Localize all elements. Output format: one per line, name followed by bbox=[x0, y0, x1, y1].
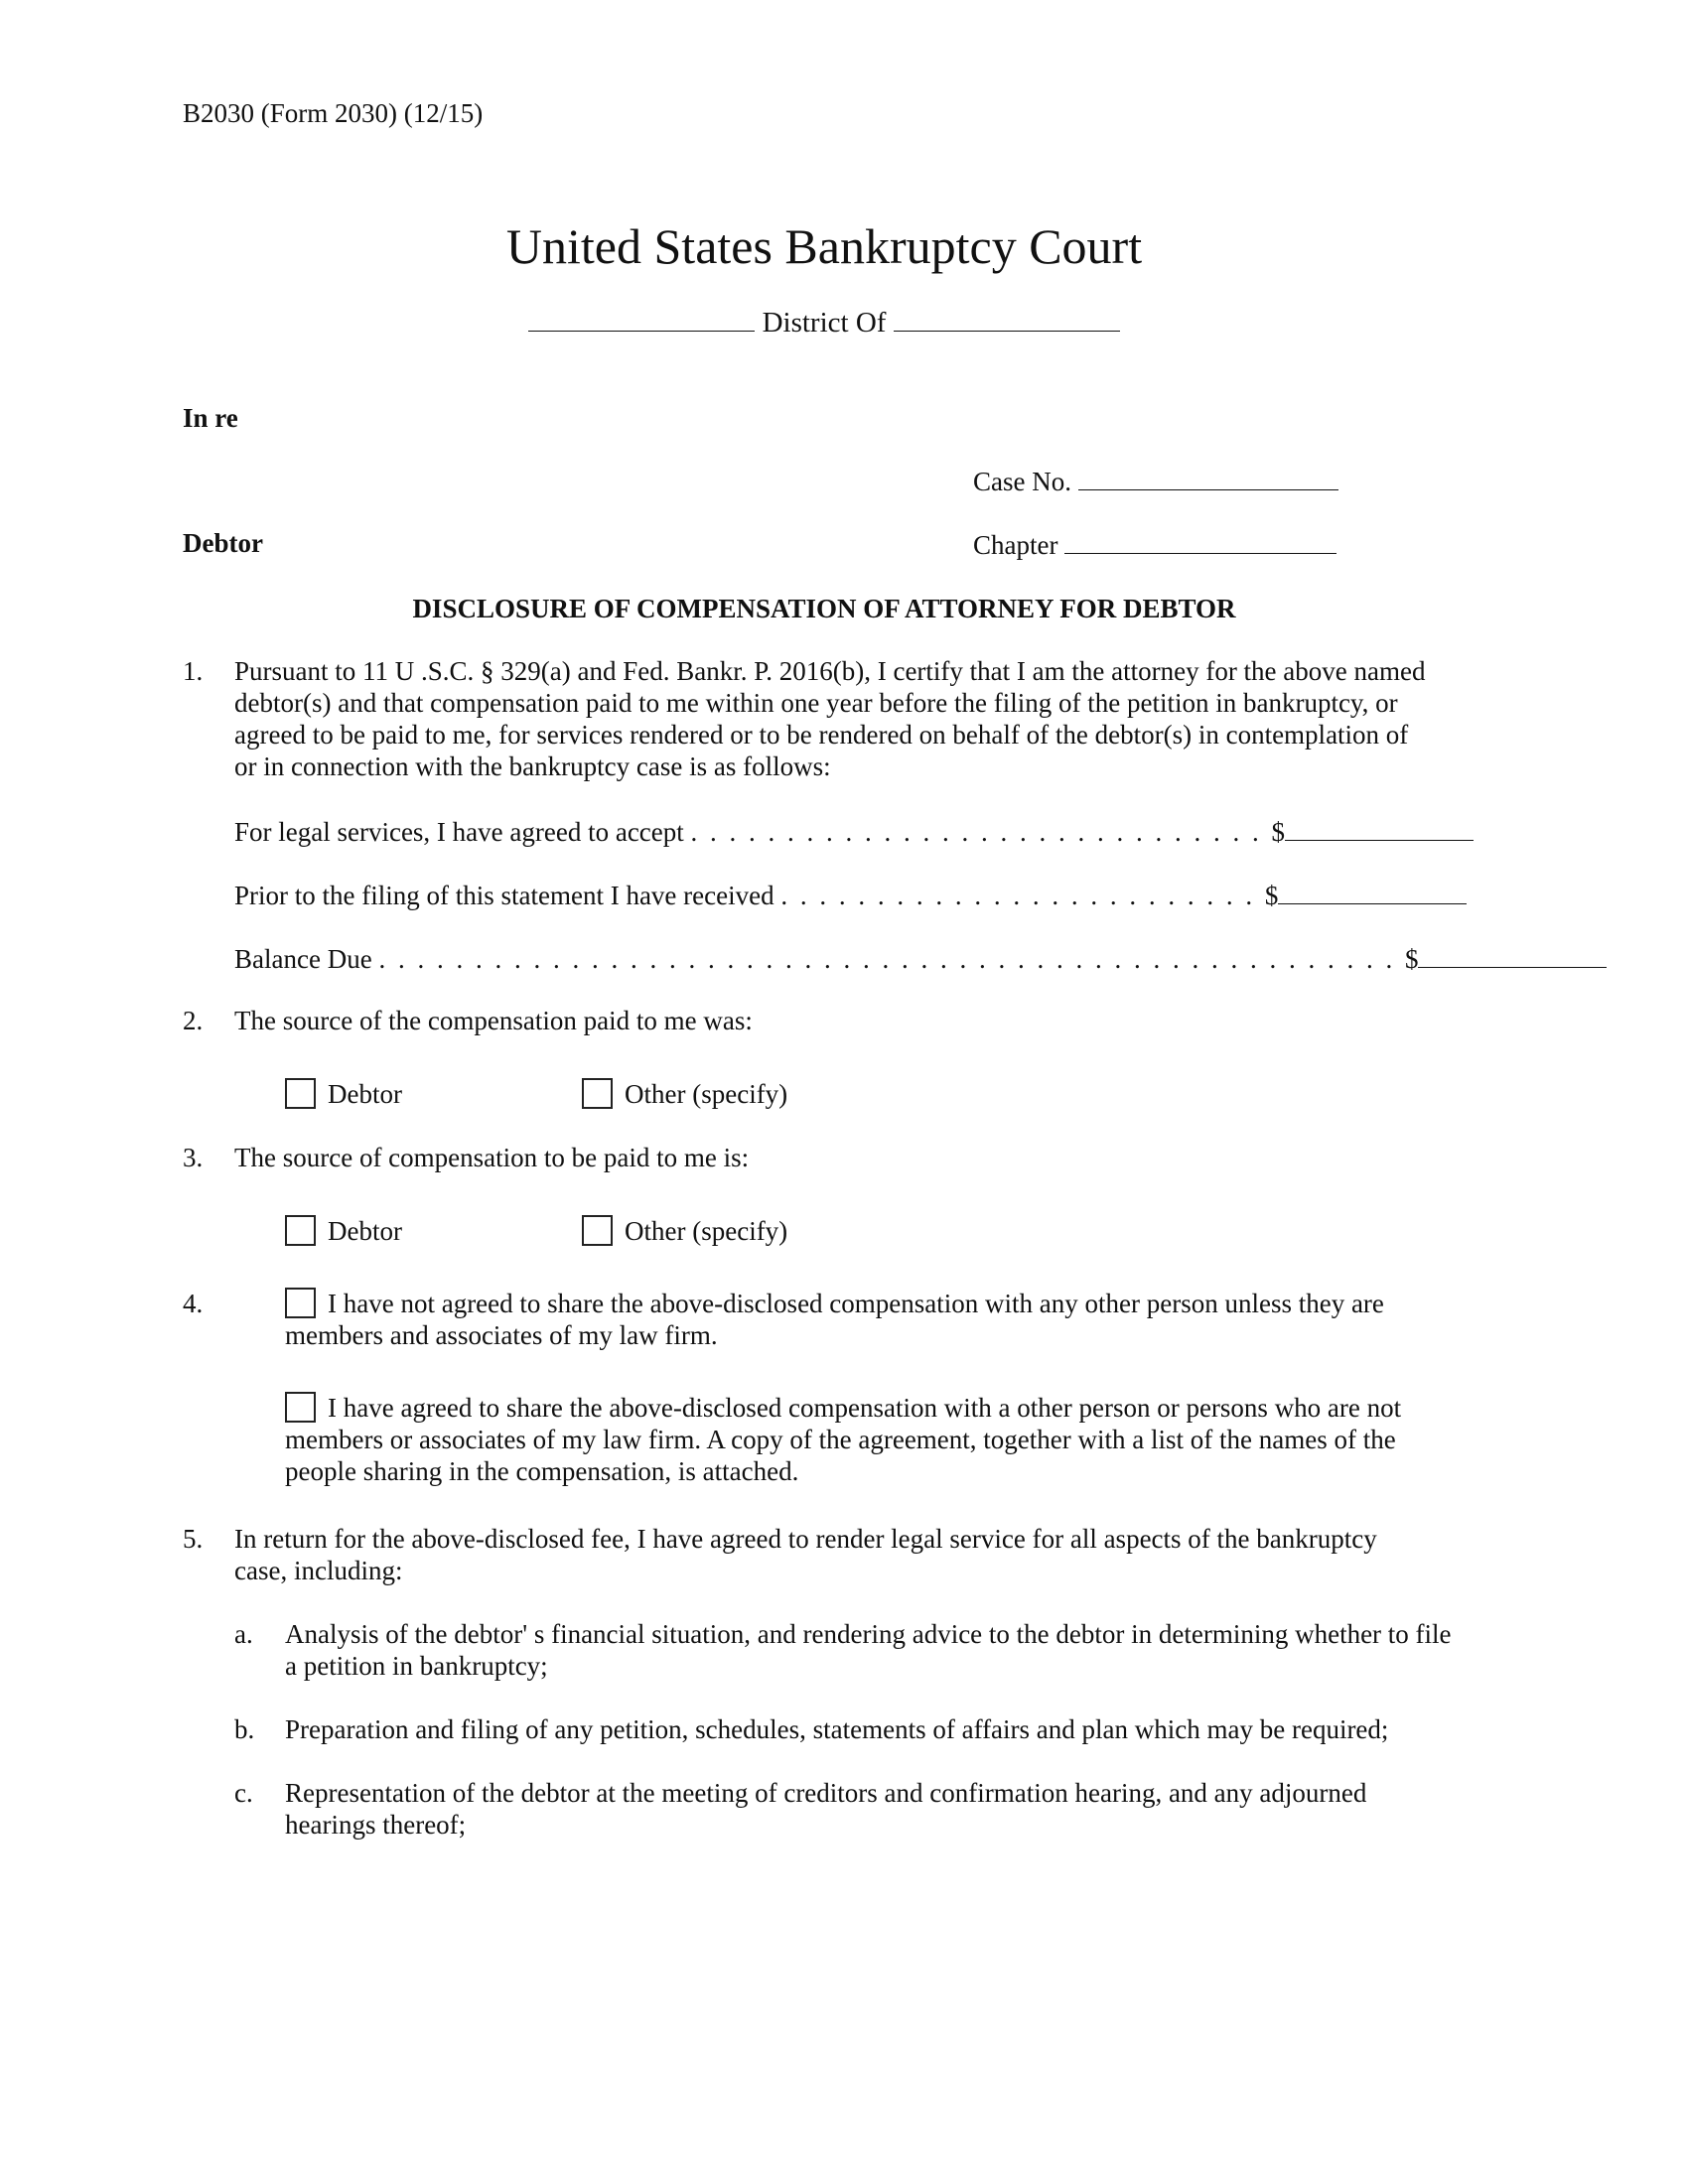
item-5c-letter: c. bbox=[234, 1778, 253, 1808]
district-label: District Of bbox=[762, 307, 887, 339]
item-5b-letter: b. bbox=[234, 1714, 255, 1744]
district-line bbox=[0, 305, 1648, 340]
item-2-debtor-option[interactable] bbox=[285, 1078, 402, 1110]
fee-received-amount-field[interactable] bbox=[1278, 878, 1467, 904]
currency-symbol: $ bbox=[1404, 944, 1419, 974]
item-2-debtor-checkbox[interactable] bbox=[285, 1078, 316, 1109]
form-heading: DISCLOSURE OF COMPENSATION OF ATTORNEY FOR DEBTOR bbox=[412, 594, 1236, 623]
shared-checkbox[interactable] bbox=[285, 1392, 316, 1423]
balance-due-amount-field[interactable] bbox=[1418, 941, 1607, 968]
fee-agreed-row bbox=[234, 814, 1474, 848]
item-2-number: 2. bbox=[183, 1006, 204, 1035]
leader-dots: . . . . . . . . . . . . . . . . . . . . . . . . . . . . . . . . . . . . . . . . . . . . . . . . . . . . . bbox=[378, 944, 1405, 974]
item-5b-text: Preparation and filing of any petition, schedules, statements of affairs and plan which may be required; bbox=[285, 1714, 1389, 1744]
item-5a-letter: a. bbox=[234, 1619, 253, 1649]
currency-symbol: $ bbox=[1264, 881, 1279, 910]
shared-text: I have agreed to share the above-disclosed compensation with a other person or persons who are not members or associates of my law firm. A copy of the agreement, together with a list of the names of the people sharing in the compensation, is attached. bbox=[285, 1393, 1402, 1486]
court-title: United States Bankruptcy Court bbox=[505, 218, 1143, 274]
item-3-other-label: Other (specify) bbox=[625, 1216, 788, 1246]
in-re-label: In re bbox=[183, 403, 238, 433]
item-4-not-shared bbox=[285, 1288, 1437, 1351]
chapter-label: Chapter bbox=[973, 530, 1058, 560]
form-identifier: B2030 (Form 2030) (12/15) bbox=[183, 98, 484, 128]
not-shared-checkbox[interactable] bbox=[285, 1288, 316, 1318]
item-5-text: In return for the above-disclosed fee, I have agreed to render legal service for all aspects of the bankruptcy case, including: bbox=[234, 1524, 1377, 1585]
fee-received-row bbox=[234, 878, 1467, 911]
fee-agreed-amount-field[interactable] bbox=[1285, 814, 1474, 841]
item-2-other-option[interactable] bbox=[582, 1078, 787, 1110]
item-3-text: The source of compensation to be paid to me is: bbox=[234, 1143, 750, 1172]
item-5-number: 5. bbox=[183, 1524, 204, 1554]
item-5a-text: Analysis of the debtor' s financial situation, and rendering advice to the debtor in determining whether to file a petition in bankruptcy; bbox=[285, 1619, 1452, 1681]
item-2-debtor-label: Debtor bbox=[328, 1079, 402, 1109]
debtor-label: Debtor bbox=[183, 528, 263, 558]
item-4-shared bbox=[285, 1392, 1437, 1487]
item-1-text: Pursuant to 11 U .S.C. § 329(a) and Fed. Bankr. P. 2016(b), I certify that I am the attorney for the above named debtor(s) and that compensation paid to me within one year before the filing of the petition in bankruptcy, or agreed to be paid to me, for services rendered or to be rendered on behalf of the debtor(s) in contemplation of or in connection with the bankruptcy case is as follows: bbox=[234, 656, 1426, 781]
case-no-label: Case No. bbox=[973, 467, 1071, 496]
balance-due-label: Balance Due bbox=[234, 944, 372, 974]
chapter-field[interactable] bbox=[1064, 527, 1336, 554]
leader-dots: . . . . . . . . . . . . . . . . . . . . . . . . . bbox=[780, 881, 1265, 910]
item-3-debtor-label: Debtor bbox=[328, 1216, 402, 1246]
item-3-number: 3. bbox=[183, 1143, 204, 1172]
item-2-text: The source of the compensation paid to me was: bbox=[234, 1006, 753, 1035]
balance-due-row bbox=[234, 941, 1607, 975]
currency-symbol: $ bbox=[1271, 817, 1286, 847]
chapter-row bbox=[973, 527, 1336, 561]
item-3-debtor-checkbox[interactable] bbox=[285, 1215, 316, 1246]
district-name-field[interactable] bbox=[528, 305, 755, 332]
item-2-other-checkbox[interactable] bbox=[582, 1078, 613, 1109]
case-no-row bbox=[973, 464, 1338, 497]
item-3-other-checkbox[interactable] bbox=[582, 1215, 613, 1246]
fee-received-label: Prior to the filing of this statement I have received bbox=[234, 881, 774, 910]
item-1-number: 1. bbox=[183, 656, 204, 686]
case-no-field[interactable] bbox=[1078, 464, 1338, 490]
not-shared-text: I have not agreed to share the above-disclosed compensation with any other person unless they are members and associates of my law firm. bbox=[285, 1289, 1384, 1350]
item-5c-text: Representation of the debtor at the meeting of creditors and confirmation hearing, and any adjourned hearings thereof; bbox=[285, 1778, 1367, 1840]
item-3-other-option[interactable] bbox=[582, 1215, 787, 1247]
item-4-number: 4. bbox=[183, 1289, 204, 1318]
leader-dots: . . . . . . . . . . . . . . . . . . . . . . . . . . . . . . bbox=[690, 817, 1272, 847]
item-3-debtor-option[interactable] bbox=[285, 1215, 402, 1247]
fee-agreed-label: For legal services, I have agreed to accept bbox=[234, 817, 684, 847]
district-state-field[interactable] bbox=[894, 305, 1120, 332]
item-2-other-label: Other (specify) bbox=[625, 1079, 788, 1109]
